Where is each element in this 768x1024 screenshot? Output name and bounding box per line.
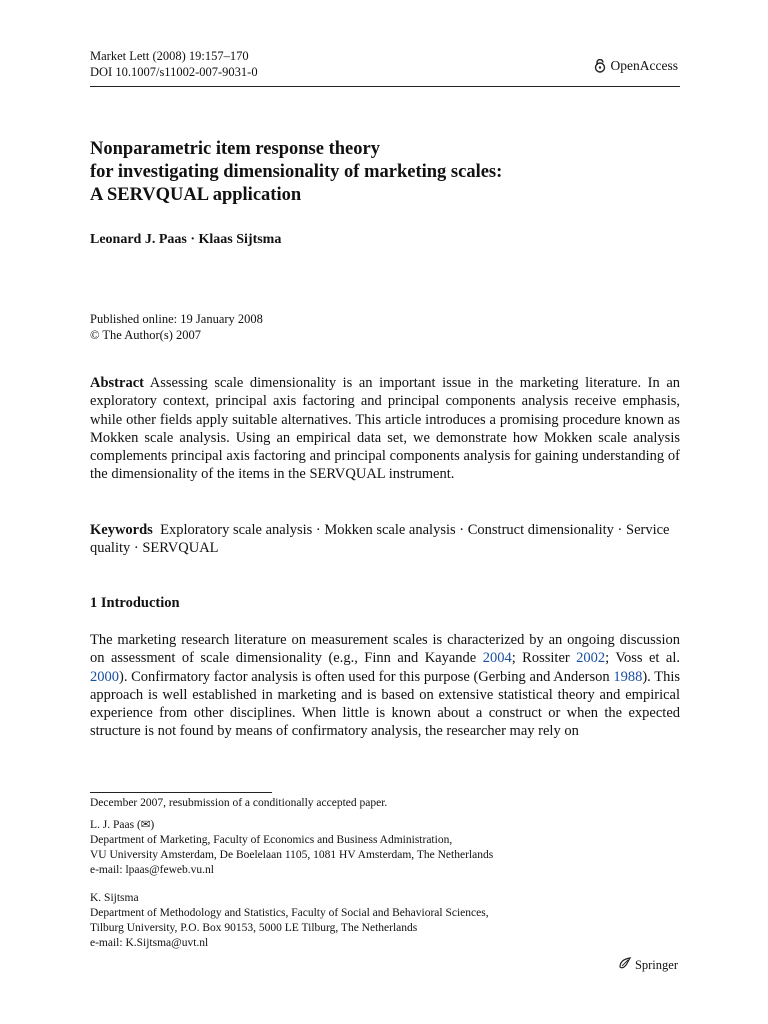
keywords-label: Keywords bbox=[90, 522, 153, 538]
abstract bbox=[90, 374, 680, 484]
keywords bbox=[90, 521, 680, 558]
author-list: Leonard J. Paas · Klaas Sijtsma bbox=[90, 232, 282, 247]
citation-link[interactable]: 2000 bbox=[90, 668, 119, 685]
author-department: Department of Methodology and Statistics, Faculty of Social and Behavioral Sciences, bbox=[90, 907, 489, 919]
open-access-label: OpenAccess bbox=[610, 58, 678, 73]
citation-link[interactable]: 1988 bbox=[613, 668, 643, 685]
published-date: Published online: 19 January 2008 bbox=[90, 312, 263, 326]
intro-text: ). This approach is well established in marketing and is based on extensive statistical theory and empirical experience from other disciplines. When little is known about a construct or when the expected structure is not found by means of confirmatory analysis, the researcher may rely on bbox=[90, 668, 680, 740]
author-name: L. J. Paas (✉) bbox=[90, 819, 155, 831]
title-line: Nonparametric item response theory bbox=[90, 139, 380, 159]
author-email: e-mail: K.Sijtsma@uvt.nl bbox=[90, 937, 209, 949]
publisher-name: Springer bbox=[634, 957, 678, 972]
intro-text: ; Voss et al. bbox=[605, 650, 680, 667]
journal-citation: Market Lett (2008) 19:157–170 bbox=[90, 49, 249, 63]
open-lock-icon bbox=[593, 59, 607, 73]
publication-info bbox=[90, 311, 263, 343]
copyright: © The Author(s) 2007 bbox=[90, 328, 201, 342]
author-affiliation bbox=[90, 891, 489, 951]
title-line: A SERVQUAL application bbox=[90, 185, 302, 205]
received-note: December 2007, resubmission of a conditionally accepted paper. bbox=[90, 797, 388, 809]
intro-paragraph bbox=[90, 631, 680, 741]
springer-logo-icon bbox=[618, 956, 632, 974]
author-address: VU University Amsterdam, De Boelelaan 1105, 1081 HV Amsterdam, The Netherlands bbox=[90, 849, 494, 861]
publisher-logo bbox=[618, 956, 678, 974]
intro-text: ; Rossiter bbox=[511, 650, 577, 667]
citation-link[interactable]: 2002 bbox=[576, 650, 606, 667]
author-address: Tilburg University, P.O. Box 90153, 5000 LE Tilburg, The Netherlands bbox=[90, 922, 418, 934]
author-department: Department of Marketing, Faculty of Economics and Business Administration, bbox=[90, 834, 453, 846]
title-line: for investigating dimensionality of marketing scales: bbox=[90, 162, 503, 182]
intro-text: ). Confirmatory factor analysis is often used for this purpose (Gerbing and Anderson bbox=[119, 668, 614, 685]
author-affiliation bbox=[90, 818, 493, 878]
header-rule bbox=[90, 86, 680, 87]
running-header bbox=[90, 48, 258, 80]
open-access-badge bbox=[593, 58, 678, 74]
intro-text: The marketing research literature on measurement scales is characterized by an ongoing discussion on assessment of scale dimensionality (e.g., Finn and Kayande bbox=[90, 632, 680, 667]
section-heading: 1 Introduction bbox=[90, 595, 180, 611]
paper-title bbox=[90, 138, 680, 207]
keywords-text: Exploratory scale analysis · Mokken scale analysis · Construct dimensionality · Service quality · SERVQUAL bbox=[90, 522, 670, 557]
footnote-rule bbox=[90, 792, 272, 793]
abstract-label: Abstract bbox=[90, 375, 144, 391]
author-name: K. Sijtsma bbox=[90, 892, 139, 904]
author-email: e-mail: lpaas@feweb.vu.nl bbox=[90, 864, 214, 876]
doi: DOI 10.1007/s11002-007-9031-0 bbox=[90, 65, 258, 79]
abstract-text: Assessing scale dimensionality is an important issue in the marketing literature. In an exploratory context, principal axis factoring and principal components analysis receive emphasis, while other fields apply suitable alternatives. This article introduces a promising procedure known as Mokken scale analysis. Using an empirical data set, we demonstrate how Mokken scale analysis complements principal axis factoring and principal components analysis for gaining understanding of the dimensionality of the items in the SERVQUAL instrument. bbox=[90, 375, 681, 483]
citation-link[interactable]: 2004 bbox=[482, 650, 512, 667]
